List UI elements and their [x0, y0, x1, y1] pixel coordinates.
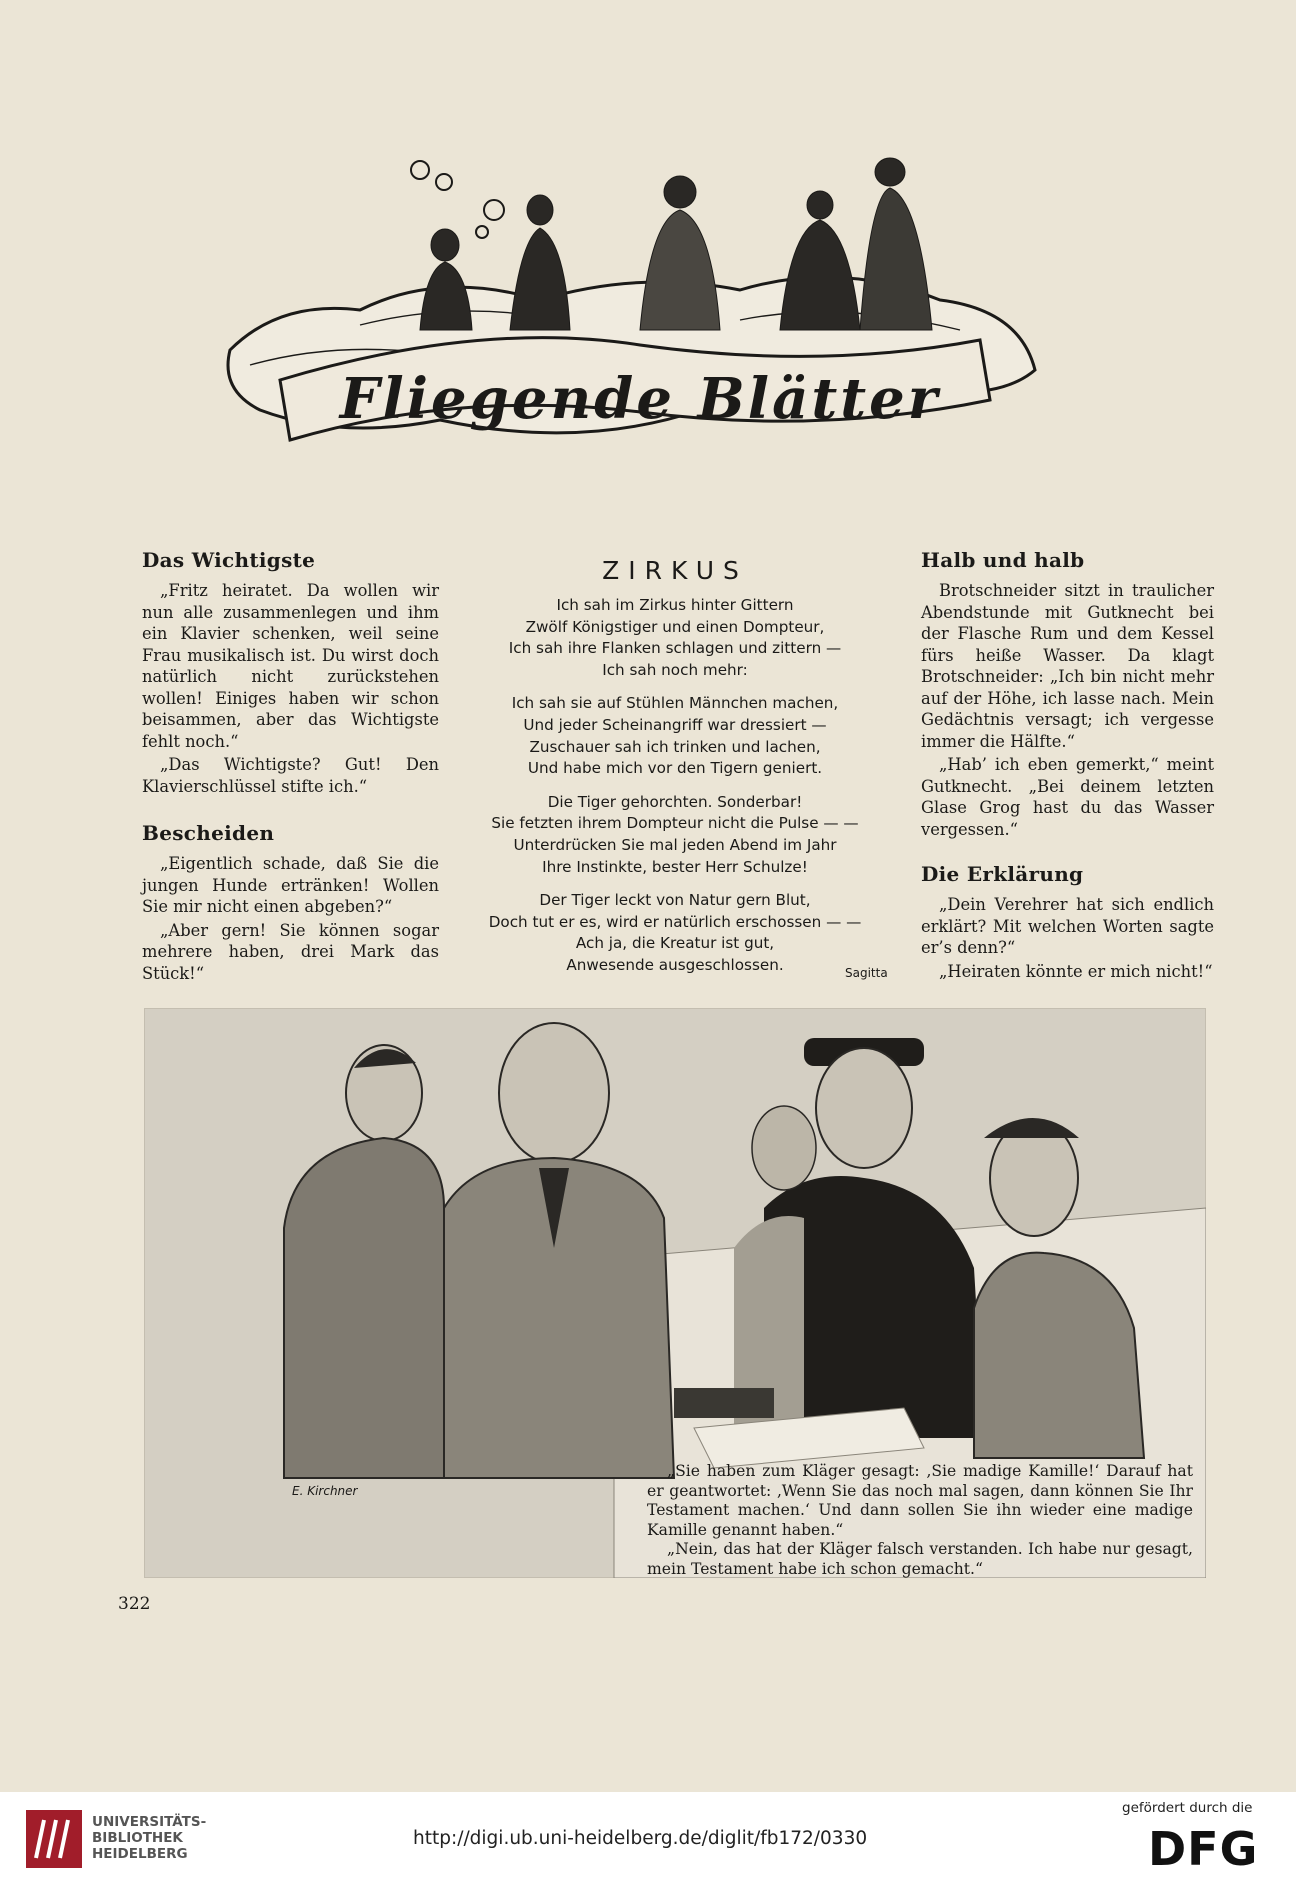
poem-stanza — [455, 595, 895, 681]
article-heading: Bescheiden — [142, 821, 275, 845]
poem-line: Sie fetzten ihrem Dompteur nicht die Pulse — — — [491, 814, 859, 833]
article-paragraph: „Fritz heiratet. Da wollen wir nun alle zusammenlegen und ihm ein Klavier schenken, weil seine Frau musikalisch ist. Du wirst doch natürlich nicht zurückstehen wollen! Einiges haben wir schon beisammen, aber das Wichtigste fehlt noch.“ — [142, 581, 439, 751]
poem-line: Ich sah im Zirkus hinter Gittern — [556, 596, 794, 614]
permalink-url[interactable]: http://digi.ub.uni-heidelberg.de/diglit/fb172/0330 — [413, 1828, 868, 1849]
illustration-caption — [647, 1462, 1193, 1579]
article-paragraph: „Heiraten könnte er mich nicht!“ — [939, 961, 1213, 981]
article-paragraph: „Eigentlich schade, daß Sie die jungen Hunde ertränken! Wollen Sie mir nicht einen abgeben?“ — [142, 854, 439, 916]
article-heading: Halb und halb — [921, 548, 1085, 572]
poem-line: Ich sah ihre Flanken schlagen und zittern — — [508, 639, 842, 658]
article-paragraph: „Aber gern! Sie können sogar mehrere haben, drei Mark das Stück!“ — [142, 920, 439, 983]
institution-line: BIBLIOTHEK — [92, 1830, 183, 1846]
dfg-logo: DFG — [1148, 1822, 1259, 1876]
poem-stanza — [455, 890, 895, 976]
poem-line: Ich sah noch mehr: — [602, 660, 748, 679]
article-heading: Die Erklärung — [921, 862, 1084, 886]
caption-paragraph: „Nein, das hat der Kläger falsch verstanden. Ich habe nur gesagt, mein Testament habe ich schon gemacht.“ — [647, 1540, 1193, 1578]
poem-line: Die Tiger gehorchten. Sonderbar! — [547, 792, 803, 811]
poem-line: Anwesende ausgeschlossen. — [566, 955, 784, 974]
left-column — [142, 548, 439, 986]
poem-title: ZIRKUS — [602, 556, 748, 585]
caption-paragraph: „Sie haben zum Kläger gesagt: ‚Sie madige Kamille!‘ Darauf hat er geantwortet: ‚Wenn Sie das noch mal sagen, dann können Sie Ihr Testament machen.‘ Und dann sollen Sie ihn wieder eine madige Kamille genannt haben.“ — [647, 1462, 1193, 1539]
page-number: 322 — [118, 1594, 151, 1614]
poem-line: Der Tiger leckt von Natur gern Blut, — [539, 891, 811, 910]
university-library-logo-icon — [26, 1810, 82, 1868]
poem-stanza — [455, 693, 895, 779]
article-paragraph: Brotschneider sitzt in traulicher Abendstunde mit Gutknecht bei der Flasche Rum und dem Kessel fürs heiße Wasser. Da klagt Brotschneider: „Ich bin nicht mehr auf der Höhe, ich lasse nach. Mein Gedächtnis versagt; ich vergesse immer die Hälfte.“ — [921, 581, 1214, 751]
footer-bar — [0, 1792, 1296, 1886]
poem-line: Und habe mich vor den Tigern geniert. — [527, 759, 823, 778]
masthead-illustration — [220, 150, 1040, 490]
article-paragraph: „Dein Verehrer hat sich endlich erklärt? Mit welchen Worten sagte er’s denn?“ — [921, 895, 1214, 957]
poem-line: Zuschauer sah ich trinken und lachen, — [529, 737, 821, 756]
poem-line: Und jeder Scheinangriff war dressiert — — [523, 715, 827, 734]
poem — [455, 548, 895, 989]
institution-name — [92, 1814, 206, 1862]
poem-line: Doch tut er es, wird er natürlich erschossen — — — [488, 912, 862, 931]
right-column — [921, 548, 1214, 984]
poem-line: Ach ja, die Kreatur ist gut, — [575, 934, 775, 953]
funded-by-label: gefördert durch die — [1122, 1800, 1253, 1816]
article-paragraph: „Hab’ ich eben gemerkt,“ meint Gutknecht. „Bei deinem letzten Glase Grog hast du das Wasser vergessen.“ — [921, 755, 1214, 839]
poem-stanza — [455, 792, 895, 878]
artist-signature: E. Kirchner — [292, 1484, 358, 1498]
institution-line: UNIVERSITÄTS- — [92, 1814, 207, 1830]
poem-line: Zwölf Königstiger und einen Dompteur, — [525, 617, 825, 636]
poem-line: Ich sah sie auf Stühlen Männchen machen, — [511, 694, 839, 713]
article-heading: Das Wichtigste — [142, 548, 316, 572]
institution-line: HEIDELBERG — [92, 1846, 188, 1862]
poem-signature: Sagitta — [845, 966, 888, 980]
article-paragraph: „Das Wichtigste? Gut! Den Klavierschlüssel stifte ich.“ — [142, 755, 439, 796]
poem-line: Unterdrücken Sie mal jeden Abend im Jahr — [513, 835, 837, 854]
poem-line: Ihre Instinkte, bester Herr Schulze! — [542, 857, 808, 876]
masthead-title: Fliegende Blätter — [339, 366, 941, 432]
